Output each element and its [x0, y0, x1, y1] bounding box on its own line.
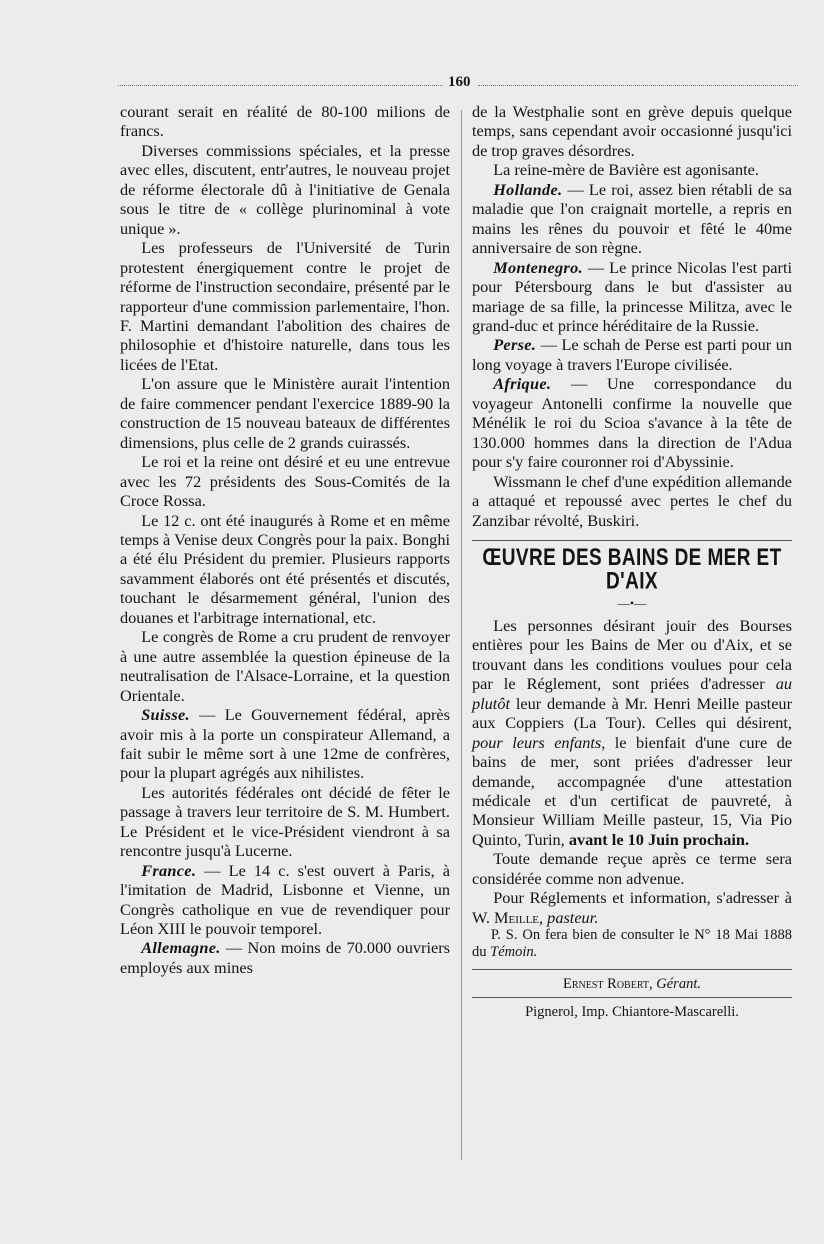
reglements-text: Pour Réglements et information, s'adresser à: [493, 888, 792, 908]
paragraph-peace-congress: Le 12 c. ont été inaugurés à Rome et en même temps à Venise deux Congrès pour la paix. Bonghi a été élu Président du premier. Plusieurs rapports savamment élaborés ont été présentés et discutés, touchant le désarmement général, l'union des douanes et l'arbitrage international, etc.: [120, 510, 450, 627]
perse-text: — Le schah de Perse est parti pour un long voyage à travers l'Europe civilisée.: [472, 335, 792, 374]
paragraph-baviere: La reine-mère de Bavière est agonisante.: [493, 160, 759, 180]
footer-rule-2: [472, 997, 792, 998]
contact-name: W. Meille,: [472, 907, 544, 927]
country-heading-afrique: Afrique.: [493, 374, 552, 394]
bains-text-2: leur demande à Mr. Henri Meille pasteur aux Coppiers (La Tour). Celles qui désirent,: [472, 693, 792, 733]
paragraph-perse: [472, 335, 792, 374]
paragraph-reform: Diverses commissions spéciales, et la presse avec elles, discutent, entr'autres, le nouveau projet de réforme électorale dû à l'initiative de Genala sous le titre de « collège plurinominal à vote unique ».: [120, 140, 450, 238]
hollande-text: — Le roi, assez bien rétabli de sa maladie que l'on craignait mortelle, a repris en mains les rênes du pouvoir et fêté le 40me anniversaire de son règne.: [472, 179, 792, 258]
paragraph-france: [120, 861, 450, 939]
imprint: Pignerol, Imp. Chiantore-Mascarelli.: [525, 1004, 739, 1021]
afrique-text: — Une correspondance du voyageur Antonelli confirme la nouvelle que Ménélik le roi du Scioa s'avance à la tête de 130.000 hommes dans la direction de l'Adua pour s'y faire couronner roi d'Abyssinie.: [472, 374, 792, 472]
postscript: [472, 927, 792, 961]
bains-emphasis-2: pour leurs enfants: [472, 732, 602, 752]
paragraph-continuation: courant serait en réalité de 80-100 milions de francs.: [120, 102, 450, 141]
section-title: ŒUVRE DES BAINS DE MER ET D'AIX: [482, 544, 782, 596]
suisse-text: — Le Gouvernement fédéral, après avoir mis à la porte un conspirateur Allemand, a fait subir le même sort à une 12me de confrères, pour la plupart agrégés aux nihilistes.: [120, 705, 450, 783]
country-heading-perse: Perse.: [493, 335, 537, 355]
gerant-role: , Gérant.: [649, 976, 701, 993]
paragraph-wissmann: Wissmann le chef d'une expédition allemande a attaqué et repoussé avec pertes le chef du Zanzibar révolté, Buskiri.: [472, 471, 792, 530]
paragraph-allemagne: [120, 938, 450, 977]
paragraph-afrique: [472, 374, 792, 471]
paragraph-westphalie: de la Westphalie sont en grève depuis quelque temps, sans cependant avoir occasionné jusqu'ici de trop graves désordres.: [472, 102, 792, 160]
paragraph-hollande: [472, 180, 792, 258]
left-column: [120, 102, 450, 977]
paragraph-reglements: [472, 888, 792, 927]
montenegro-text: — Le prince Nicolas l'est parti pour Pétersbourg dans le but d'assister au mariage de sa fille, la princesse Militza, avec le grand-duc et prince héréditaire de la Russie.: [472, 257, 792, 335]
country-heading-suisse: Suisse.: [141, 705, 190, 725]
paragraph-ministry: L'on assure que le Ministère aurait l'intention de faire commencer pendant l'exercice 1889-90 la construction de 15 nouveau bateaux de différentes dimensions, plus celle de 2 grands cuirassés.: [120, 374, 450, 452]
contact-role: pasteur.: [543, 907, 599, 927]
country-heading-france: France.: [141, 860, 197, 880]
country-heading-allemagne: Allemagne.: [141, 938, 221, 958]
column-divider: [461, 110, 462, 1160]
page-number: 160: [448, 74, 471, 90]
paragraph-bains: [472, 616, 792, 849]
allemagne-text: — Non moins de 70.000 ouvriers employés aux mines: [120, 938, 450, 977]
paragraph-croce-rossa: Le roi et la reine ont désiré et eu une entrevue avec les 72 présidents des Sous-Comités de la Croce Rossa.: [120, 452, 450, 511]
paragraph-university: Les professeurs de l'Université de Turin protestent énergiquement contre le projet de réforme de l'instruction secondaire, présenté par le rapporteur d'une commission parlementaire, l'hon. F. Martini demandant l'abolition des chaires de philosophie et d'histoire naturelle, dans tous les licées de l'Etat.: [120, 238, 450, 374]
paragraph-demande: Toute demande reçue après ce terme sera considérée comme non advenue.: [472, 849, 792, 888]
gerant-name: Ernest Robert: [563, 976, 650, 993]
paragraph-montenegro: [472, 258, 792, 336]
page-header: [118, 74, 798, 94]
bains-deadline: avant le 10 Juin prochain.: [568, 829, 750, 849]
bains-text-1: Les personnes désirant jouir des Bourses entières pour les Bains de Mer ou d'Aix, et se trouvant dans les conditions voulues pour cela par le Réglement, sont priées d'adresser: [472, 615, 792, 694]
france-text: — Le 14 c. s'est ouvert à Paris, à l'imitation de Madrid, Lisbonne et Vienne, un Congrès catholique en vue de revendiquer pour Léon XIII le pouvoir temporel.: [120, 860, 450, 939]
postscript-source: Témoin.: [490, 944, 538, 961]
country-heading-hollande: Hollande.: [493, 179, 563, 199]
paragraph-rome-congress: Le congrès de Rome a cru prudent de renvoyer à une autre assemblée la question épineuse de la neutralisation de l'Alsace-Lorraine, et la question Orientale.: [120, 627, 450, 705]
ornament-divider: —•—: [617, 595, 647, 610]
right-column: [472, 102, 792, 1021]
footer-rule: [472, 969, 792, 970]
country-heading-montenegro: Montenegro.: [493, 257, 583, 277]
bains-emphasis-1: au plutôt: [472, 674, 792, 713]
paragraph-suisse: [120, 705, 450, 783]
header-rule-left: [118, 85, 443, 86]
section-rule: [472, 540, 792, 541]
header-rule-right: [478, 85, 798, 86]
postscript-text: P. S. On fera bien de consulter le N° 18 Mai 1888 du: [472, 927, 792, 961]
paragraph-federal: Les autorités fédérales ont décidé de fêter le passage à travers leur territoire de S. M. Humbert. Le Président et le vice-Président viendront à sa rencontre jusqu'à Lucerne.: [120, 782, 450, 861]
bains-text-3: , le bienfait d'une cure de bains de mer, sont priées d'adresser leur demande, accompagnée d'une attestation médicale et d'un certificat de pauvreté, à Monsieur William Meille pasteur, 15, Via Pio Quinto, Turin,: [472, 732, 792, 849]
gerant-line: [472, 976, 792, 993]
